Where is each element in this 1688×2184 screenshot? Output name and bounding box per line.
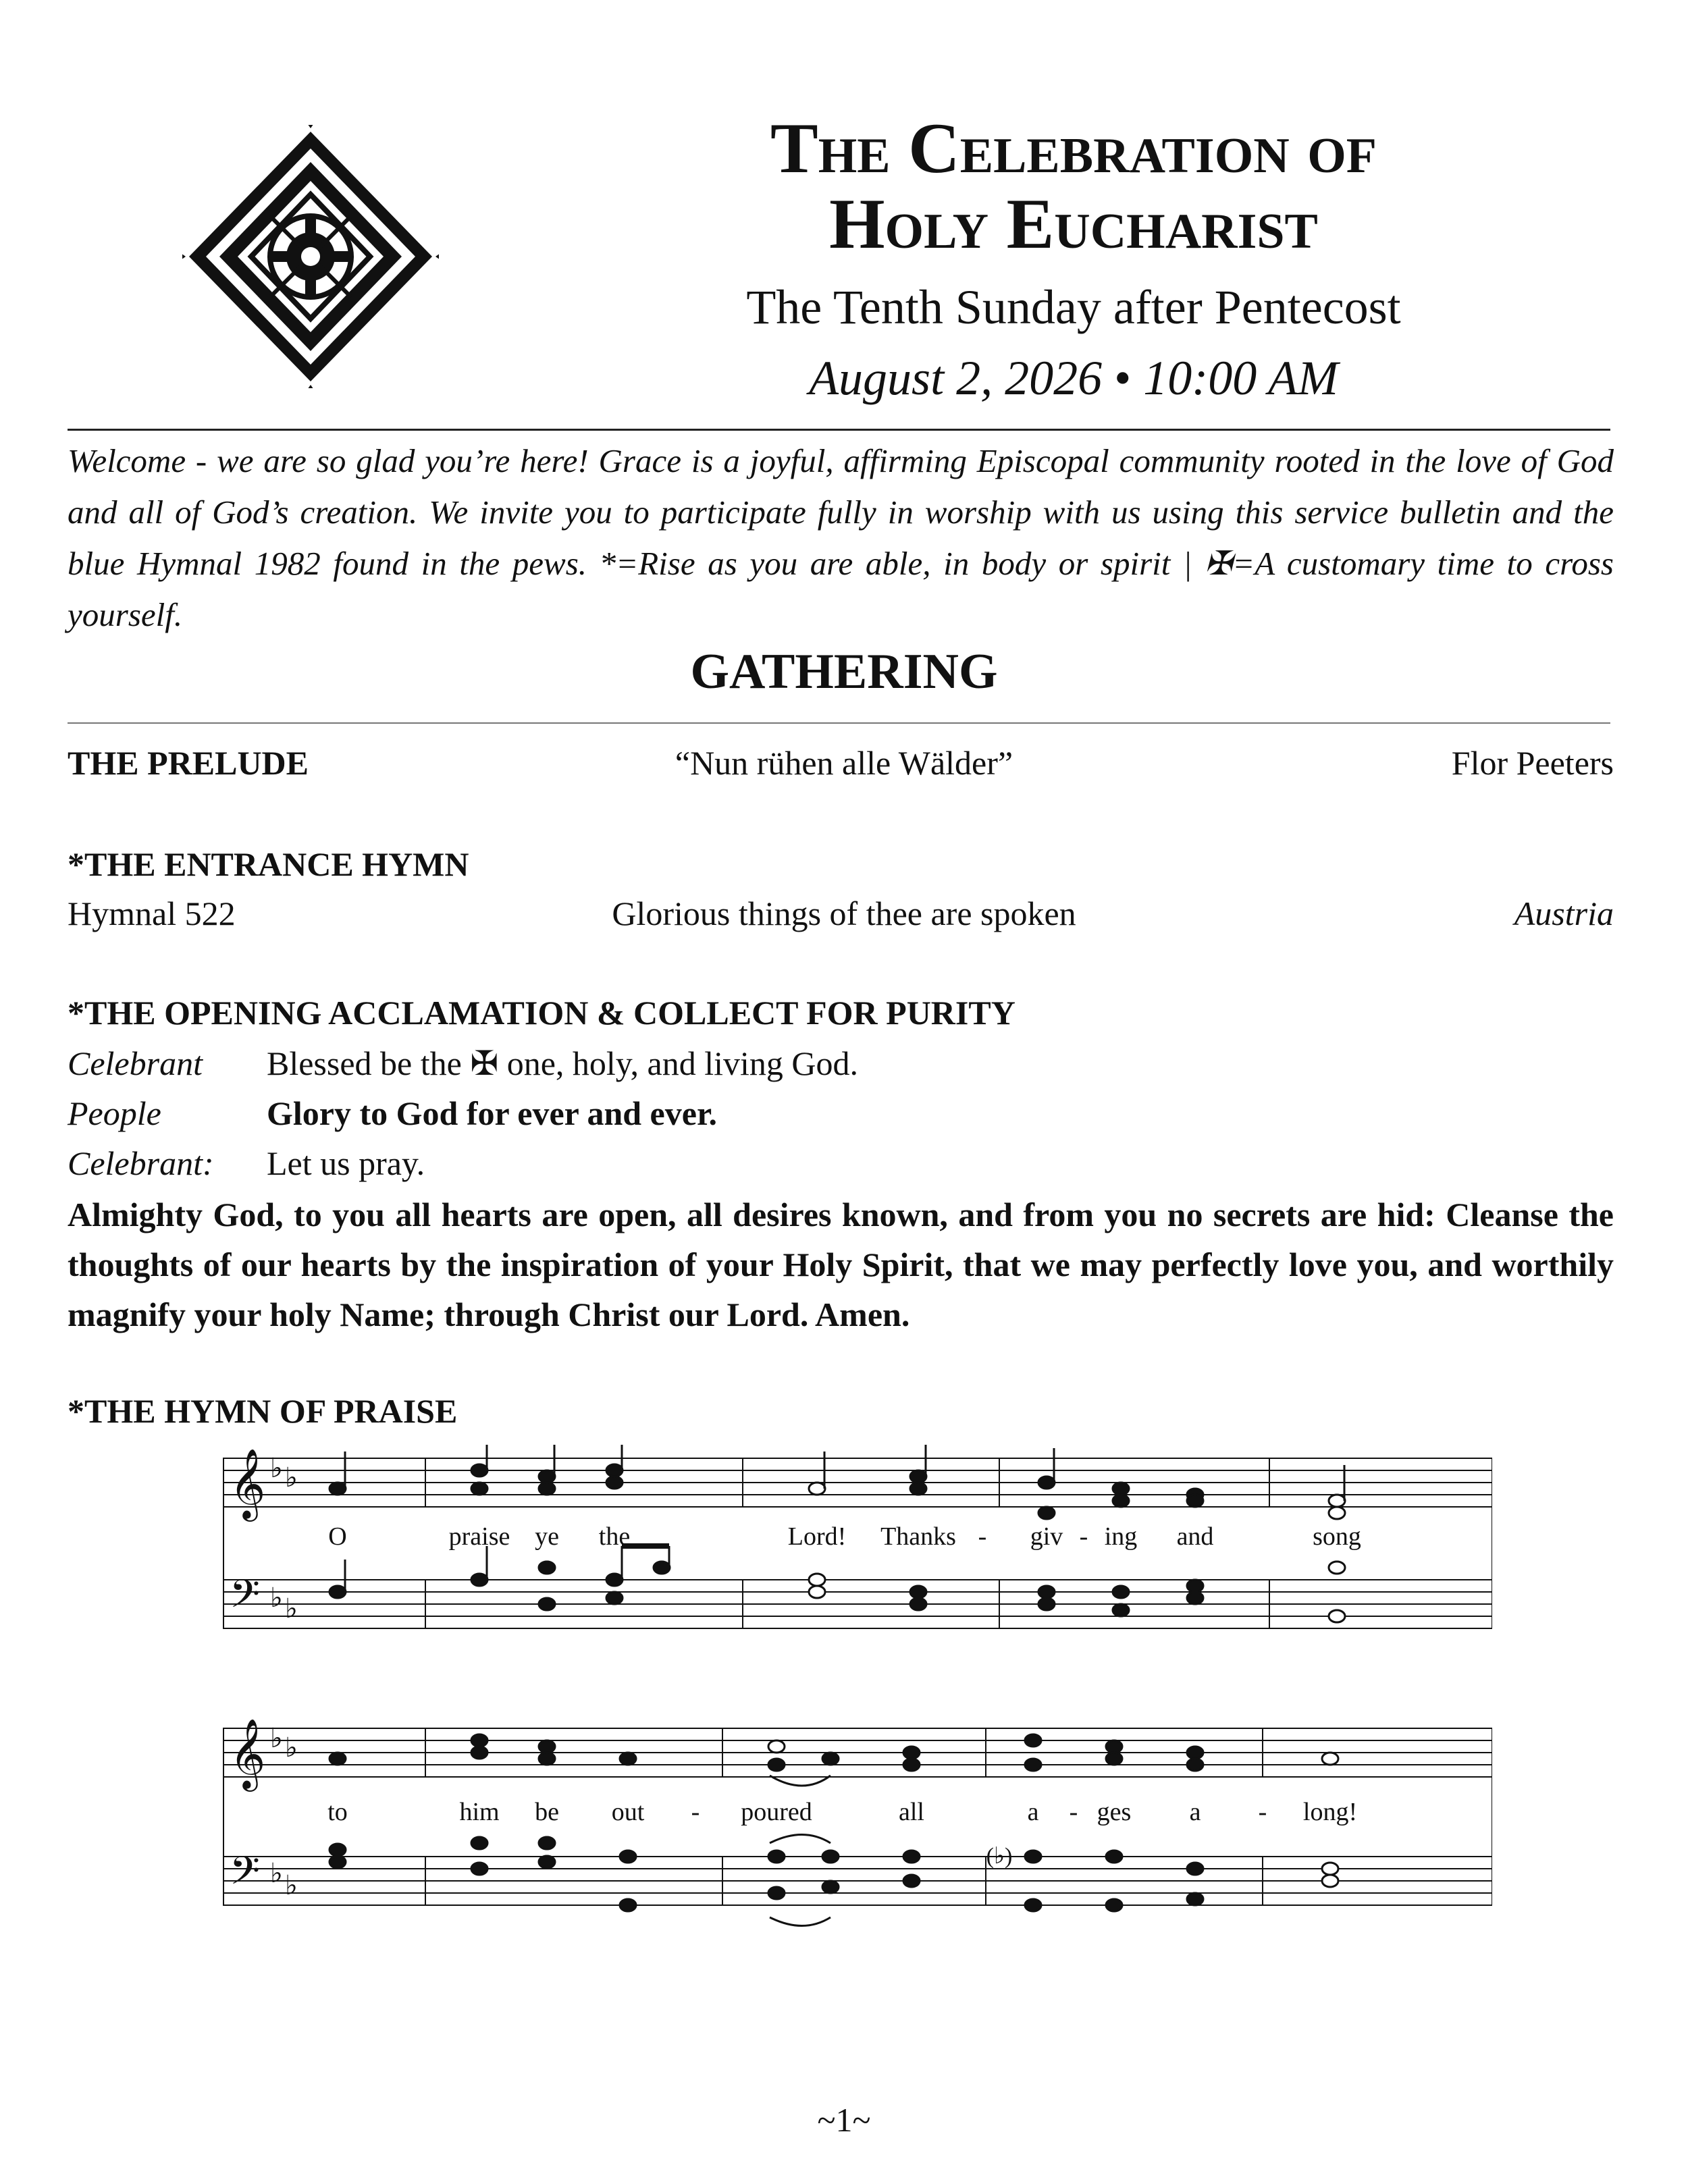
lyric: - xyxy=(691,1798,700,1826)
section-heading-gathering: GATHERING xyxy=(690,644,998,699)
celebrant-line-2: Let us pray. xyxy=(267,1144,425,1182)
lyric: song xyxy=(1313,1522,1361,1551)
lyric: Lord! xyxy=(787,1522,847,1551)
hymn-of-praise-label: *THE HYMN OF PRAISE xyxy=(68,1392,458,1430)
lyric: ye xyxy=(535,1522,559,1551)
lyric: giv xyxy=(1030,1522,1063,1551)
bass-clef-icon: 𝄢 xyxy=(230,1571,261,1626)
lyric: him xyxy=(459,1798,500,1826)
people-response: Glory to God for ever and ever. xyxy=(267,1094,718,1132)
lyric: out xyxy=(611,1798,645,1826)
lyric: a xyxy=(1189,1798,1201,1826)
lyric: - xyxy=(1079,1522,1088,1551)
lyric: praise xyxy=(448,1522,510,1551)
role-people: People xyxy=(68,1094,161,1132)
treble-clef-icon: 𝄞 xyxy=(230,1448,266,1519)
subtitle: The Tenth Sunday after Pentecost xyxy=(746,280,1401,334)
page-title-line2: Holy Eucharist xyxy=(829,184,1318,263)
entrance-hymn-title: Glorious things of thee are spoken xyxy=(612,895,1076,932)
flat-icon: ♭ xyxy=(285,1870,298,1901)
lyric: long! xyxy=(1302,1798,1358,1826)
section-divider xyxy=(68,722,1610,724)
prelude-composer: Flor Peeters xyxy=(1451,744,1614,782)
treble-clef-icon: 𝄞 xyxy=(230,1718,266,1789)
staff-system-2 xyxy=(223,1728,1492,1905)
lyric: poured xyxy=(741,1798,812,1826)
celebrant-line: Blessed be the ✠ one, holy, and living God. xyxy=(267,1044,859,1082)
hymn-music-score xyxy=(223,1445,1492,1992)
service-date: August 2, 2026 xyxy=(809,351,1103,405)
lyric: - xyxy=(1258,1798,1267,1826)
collect-for-purity: Almighty God, to you all hearts are open, all desires known, and from you no secrets are hid: Cleanse the thoughts of our hearts by the inspiration of your Holy Spirit, that we may perfectly love you, and worthily magnify your holy Name; through Christ our Lord. Amen. xyxy=(68,1196,1614,1333)
flat-icon: ♭ xyxy=(270,1453,283,1484)
flat-icon: ♭ xyxy=(270,1723,283,1754)
lyric: ing xyxy=(1104,1522,1138,1551)
role-celebrant: Celebrant xyxy=(68,1044,203,1082)
lyric: Thanks xyxy=(880,1522,956,1551)
lyric: - xyxy=(978,1522,987,1551)
acclamation-label: *THE OPENING ACCLAMATION & COLLECT FOR PURITY xyxy=(68,994,1016,1032)
staff-system-1 xyxy=(223,1458,1492,1628)
lyric: the xyxy=(598,1522,631,1551)
flat-icon: ♭ xyxy=(270,1858,283,1889)
page-title-line1: The Celebration of xyxy=(770,109,1377,188)
notes-system-2 xyxy=(329,1734,1338,1926)
prelude-title: “Nun rühen alle Wälder” xyxy=(675,744,1013,782)
entrance-hymn-tune: Austria xyxy=(1514,895,1614,932)
flat-icon: ♭ xyxy=(285,1593,298,1624)
clefs xyxy=(230,1448,298,1903)
flat-icon: ♭ xyxy=(270,1582,283,1614)
lyric: to xyxy=(327,1798,348,1826)
page-number: ~1~ xyxy=(817,2101,871,2139)
lyric: O xyxy=(328,1522,347,1551)
welcome-paragraph: Welcome - we are so glad you’re here! Grace is a joyful, affirming Episcopal community rooted in the love of God and all of God’s creation. We invite you to participate fully in worship with us using this service bulletin and the blue Hymnal 1982 found in the pews. *=Rise as you are able, in body or spirit | ✠=A customary time to cross yourself. xyxy=(68,442,1614,633)
service-time: 10:00 AM xyxy=(1143,351,1338,405)
flat-accidental-label: (♭) xyxy=(986,1844,1013,1869)
flat-icon: ♭ xyxy=(285,1462,298,1493)
bullet-separator: • xyxy=(1114,351,1132,405)
bass-clef-icon: 𝄢 xyxy=(230,1848,261,1903)
lyric: ges xyxy=(1097,1798,1132,1826)
entrance-hymn-number: Hymnal 522 xyxy=(68,895,236,932)
role-celebrant-2: Celebrant: xyxy=(68,1144,214,1182)
header-divider xyxy=(68,429,1610,431)
ornament-logo xyxy=(182,125,439,388)
flat-icon: ♭ xyxy=(285,1732,298,1763)
lyric: be xyxy=(535,1798,559,1826)
entrance-hymn-label: *THE ENTRANCE HYMN xyxy=(68,845,469,883)
lyric: all xyxy=(899,1798,924,1826)
prelude-label: THE PRELUDE xyxy=(68,744,309,782)
lyric: a xyxy=(1027,1798,1039,1826)
lyric: and xyxy=(1176,1522,1214,1551)
service-dateline xyxy=(648,348,1499,408)
lyric: - xyxy=(1069,1798,1078,1826)
